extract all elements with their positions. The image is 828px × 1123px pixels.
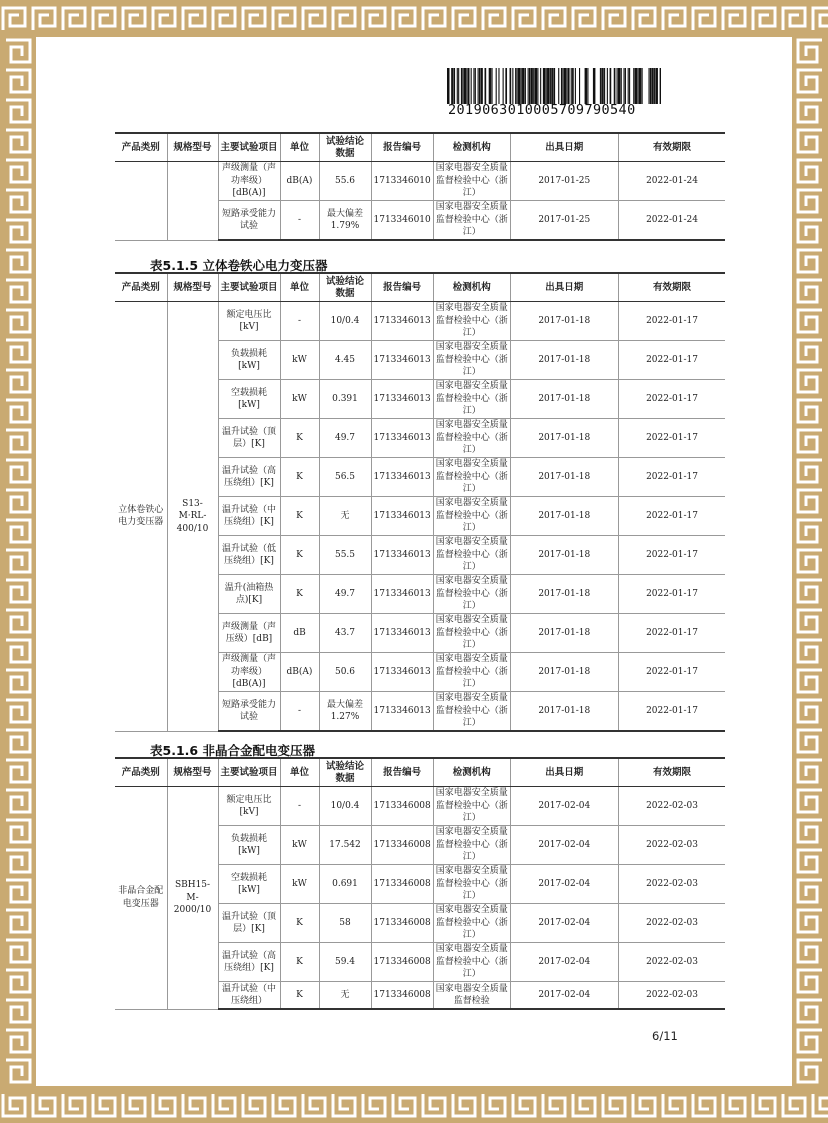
barcode-graphic [447, 68, 661, 104]
cell-item: 温升(油箱热点)[K] [218, 575, 280, 614]
cell-agency: 国家电器安全质量监督检验中心（浙江） [433, 162, 510, 201]
left-meander-border [0, 37, 36, 1086]
cell-agency: 国家电器安全质量监督检验中心（浙江） [433, 201, 510, 241]
cell-issue: 2017-01-18 [510, 497, 618, 536]
cell-report: 1713346013 [371, 614, 433, 653]
cell-agency: 国家电器安全质量监督检验中心（浙江） [433, 904, 510, 943]
cell-unit: K [280, 536, 319, 575]
cell-report: 1713346008 [371, 787, 433, 826]
cell-unit: K [280, 943, 319, 982]
cell-agency: 国家电器安全质量监督检验中心（浙江） [433, 458, 510, 497]
col-header: 主要试验项目 [218, 758, 280, 787]
cell-issue: 2017-01-25 [510, 162, 618, 201]
cell-report: 1713346008 [371, 826, 433, 865]
product-category-cell: 立体卷铁心电力变压器 [115, 302, 167, 732]
col-header: 产品类别 [115, 273, 167, 302]
col-header: 报告编号 [371, 273, 433, 302]
col-header: 报告编号 [371, 758, 433, 787]
cell-expiry: 2022-01-17 [618, 380, 725, 419]
cell-value: 4.45 [319, 341, 371, 380]
table-cont [115, 132, 725, 241]
cell-agency: 国家电器安全质量监督检验中心（浙江） [433, 497, 510, 536]
cell-value: 59.4 [319, 943, 371, 982]
col-header: 检测机构 [433, 273, 510, 302]
cell-report: 1713346008 [371, 943, 433, 982]
cell-unit: K [280, 982, 319, 1010]
cell-item: 短路承受能力试验 [218, 201, 280, 241]
cell-item: 温升试验（顶层）[K] [218, 419, 280, 458]
page-number: 6/11 [652, 1029, 678, 1043]
cell-value: 最大偏差1.79% [319, 201, 371, 241]
cell-unit: - [280, 201, 319, 241]
col-header: 出具日期 [510, 133, 618, 162]
cell-issue: 2017-01-18 [510, 692, 618, 732]
cell-report: 1713346010 [371, 201, 433, 241]
cell-agency: 国家电器安全质量监督检验中心（浙江） [433, 787, 510, 826]
table-row [115, 787, 725, 826]
col-header: 试验结论数据 [319, 133, 371, 162]
cell-value: 最大偏差1.27% [319, 692, 371, 732]
cell-agency: 国家电器安全质量监督检验中心（浙江） [433, 826, 510, 865]
table-516 [115, 757, 725, 1010]
cell-issue: 2017-01-18 [510, 419, 618, 458]
cell-report: 1713346013 [371, 302, 433, 341]
cell-issue: 2017-02-04 [510, 982, 618, 1010]
cell-report: 1713346013 [371, 692, 433, 732]
cell-issue: 2017-02-04 [510, 826, 618, 865]
cell-item: 温升试验（顶层）[K] [218, 904, 280, 943]
cell-expiry: 2022-01-17 [618, 692, 725, 732]
cell-agency: 国家电器安全质量监督检验中心（浙江） [433, 692, 510, 732]
cell-issue: 2017-02-04 [510, 865, 618, 904]
cell-item: 额定电压比[kV] [218, 787, 280, 826]
table-header-row [115, 273, 725, 302]
cell-issue: 2017-01-18 [510, 458, 618, 497]
cell-value: 49.7 [319, 575, 371, 614]
cell-item: 负载损耗[kW] [218, 826, 280, 865]
cell-issue: 2017-01-18 [510, 575, 618, 614]
col-header: 产品类别 [115, 758, 167, 787]
cell-agency: 国家电器安全质量监督检验中心（浙江） [433, 380, 510, 419]
cell-expiry: 2022-01-17 [618, 653, 725, 692]
col-header: 规格型号 [167, 273, 218, 302]
cell-report: 1713346013 [371, 341, 433, 380]
cell-value: 43.7 [319, 614, 371, 653]
cell-item: 负载损耗[kW] [218, 341, 280, 380]
cell-agency: 国家电器安全质量监督检验中心（浙江） [433, 419, 510, 458]
model-cell: SBH15-M-2000/10 [167, 787, 218, 1010]
cell-unit: - [280, 787, 319, 826]
cell-issue: 2017-02-04 [510, 943, 618, 982]
cell-issue: 2017-01-25 [510, 201, 618, 241]
cell-report: 1713346010 [371, 162, 433, 201]
cell-value: 0.391 [319, 380, 371, 419]
cell-item: 温升试验（高压绕组）[K] [218, 943, 280, 982]
cell-unit: K [280, 419, 319, 458]
cell-report: 1713346013 [371, 653, 433, 692]
cell-item: 声级测量（声功率级）[dB(A)] [218, 162, 280, 201]
cell-unit: K [280, 458, 319, 497]
cell-unit: K [280, 497, 319, 536]
cell-value: 无 [319, 497, 371, 536]
cell-issue: 2017-01-18 [510, 302, 618, 341]
cell-value: 0.691 [319, 865, 371, 904]
cell-expiry: 2022-02-03 [618, 787, 725, 826]
cell-value: 49.7 [319, 419, 371, 458]
col-header: 产品类别 [115, 133, 167, 162]
cell-agency: 国家电器安全质量监督检验中心（浙江） [433, 943, 510, 982]
cell-issue: 2017-01-18 [510, 536, 618, 575]
cell-unit: dB [280, 614, 319, 653]
cell-agency: 国家电器安全质量监督检验中心（浙江） [433, 575, 510, 614]
cell-report: 1713346008 [371, 865, 433, 904]
col-header: 单位 [280, 133, 319, 162]
cell-report: 1713346013 [371, 458, 433, 497]
table-515 [115, 272, 725, 732]
col-header: 主要试验项目 [218, 273, 280, 302]
cell-expiry: 2022-01-17 [618, 419, 725, 458]
cell-unit: kW [280, 341, 319, 380]
cell-unit: - [280, 302, 319, 341]
cell-expiry: 2022-01-17 [618, 458, 725, 497]
barcode-number: 2019063010005709790540 [448, 102, 636, 118]
cell-expiry: 2022-01-17 [618, 614, 725, 653]
cell-agency: 国家电器安全质量监督检验中心（浙江） [433, 865, 510, 904]
table-header-row [115, 133, 725, 162]
cell-unit: kW [280, 826, 319, 865]
col-header: 检测机构 [433, 758, 510, 787]
cell-item: 温升试验（中压绕组） [218, 982, 280, 1010]
cell-item: 温升试验（中压绕组）[K] [218, 497, 280, 536]
cell-unit: dB(A) [280, 653, 319, 692]
cell-unit: K [280, 575, 319, 614]
col-header: 单位 [280, 273, 319, 302]
cell-agency: 国家电器安全质量监督检验中心（浙江） [433, 302, 510, 341]
cell-expiry: 2022-02-03 [618, 904, 725, 943]
col-header: 规格型号 [167, 758, 218, 787]
right-meander-border [792, 37, 828, 1086]
cell-item: 温升试验（低压绕组）[K] [218, 536, 280, 575]
col-header: 主要试验项目 [218, 133, 280, 162]
col-header: 有效期限 [618, 758, 725, 787]
cell-issue: 2017-01-18 [510, 380, 618, 419]
cell-expiry: 2022-01-24 [618, 162, 725, 201]
model-cell: S13-M·RL-400/10 [167, 302, 218, 732]
cell-expiry: 2022-01-17 [618, 497, 725, 536]
cell-value: 58 [319, 904, 371, 943]
cell-item: 声级测量（声功率级）[dB(A)] [218, 653, 280, 692]
section-title-515: 表5.1.5 立体卷铁心电力变压器 [150, 258, 328, 273]
cell-expiry: 2022-01-17 [618, 341, 725, 380]
cell-item: 额定电压比[kV] [218, 302, 280, 341]
col-header: 有效期限 [618, 133, 725, 162]
col-header: 出具日期 [510, 758, 618, 787]
cell-report: 1713346013 [371, 380, 433, 419]
top-meander-border [0, 0, 828, 37]
cell-report: 1713346013 [371, 536, 433, 575]
cell-value: 17.542 [319, 826, 371, 865]
cell-issue: 2017-01-18 [510, 614, 618, 653]
table-header-row [115, 758, 725, 787]
cell-expiry: 2022-01-17 [618, 302, 725, 341]
cell-issue: 2017-02-04 [510, 904, 618, 943]
cell-unit: dB(A) [280, 162, 319, 201]
cell-item: 空载损耗[kW] [218, 865, 280, 904]
cell-report: 1713346013 [371, 497, 433, 536]
col-header: 报告编号 [371, 133, 433, 162]
table-row [115, 302, 725, 341]
cell-agency: 国家电器安全质量监督检验中心（浙江） [433, 536, 510, 575]
cell-unit: kW [280, 865, 319, 904]
cell-item: 空载损耗[kW] [218, 380, 280, 419]
model-cell [167, 162, 218, 241]
col-header: 试验结论数据 [319, 273, 371, 302]
cell-unit: K [280, 904, 319, 943]
col-header: 有效期限 [618, 273, 725, 302]
cell-value: 无 [319, 982, 371, 1010]
bottom-meander-border [0, 1086, 828, 1123]
cell-issue: 2017-01-18 [510, 341, 618, 380]
cell-agency: 国家电器安全质量监督检验中心（浙江） [433, 341, 510, 380]
cell-unit: kW [280, 380, 319, 419]
product-category-cell: 非晶合金配电变压器 [115, 787, 167, 1010]
col-header: 试验结论数据 [319, 758, 371, 787]
product-category-cell [115, 162, 167, 241]
col-header: 出具日期 [510, 273, 618, 302]
cell-agency: 国家电器安全质量监督检验 [433, 982, 510, 1010]
cell-expiry: 2022-01-24 [618, 201, 725, 241]
col-header: 规格型号 [167, 133, 218, 162]
cell-item: 短路承受能力试验 [218, 692, 280, 732]
cell-value: 55.5 [319, 536, 371, 575]
cell-value: 10/0.4 [319, 302, 371, 341]
cell-expiry: 2022-02-03 [618, 982, 725, 1010]
col-header: 单位 [280, 758, 319, 787]
cell-item: 声级测量（声压级）[dB] [218, 614, 280, 653]
cell-expiry: 2022-02-03 [618, 826, 725, 865]
col-header: 检测机构 [433, 133, 510, 162]
cell-report: 1713346013 [371, 575, 433, 614]
cell-value: 50.6 [319, 653, 371, 692]
table-row [115, 162, 725, 201]
cell-value: 10/0.4 [319, 787, 371, 826]
cell-report: 1713346008 [371, 982, 433, 1010]
cell-agency: 国家电器安全质量监督检验中心（浙江） [433, 653, 510, 692]
cell-value: 56.5 [319, 458, 371, 497]
cell-unit: - [280, 692, 319, 732]
cell-expiry: 2022-02-03 [618, 943, 725, 982]
cell-value: 55.6 [319, 162, 371, 201]
cell-expiry: 2022-01-17 [618, 575, 725, 614]
cell-item: 温升试验（高压绕组）[K] [218, 458, 280, 497]
cell-issue: 2017-02-04 [510, 787, 618, 826]
cell-agency: 国家电器安全质量监督检验中心（浙江） [433, 614, 510, 653]
cell-issue: 2017-01-18 [510, 653, 618, 692]
cell-report: 1713346013 [371, 419, 433, 458]
cell-expiry: 2022-02-03 [618, 865, 725, 904]
section-title-516: 表5.1.6 非晶合金配电变压器 [150, 743, 315, 758]
cell-expiry: 2022-01-17 [618, 536, 725, 575]
cell-report: 1713346008 [371, 904, 433, 943]
